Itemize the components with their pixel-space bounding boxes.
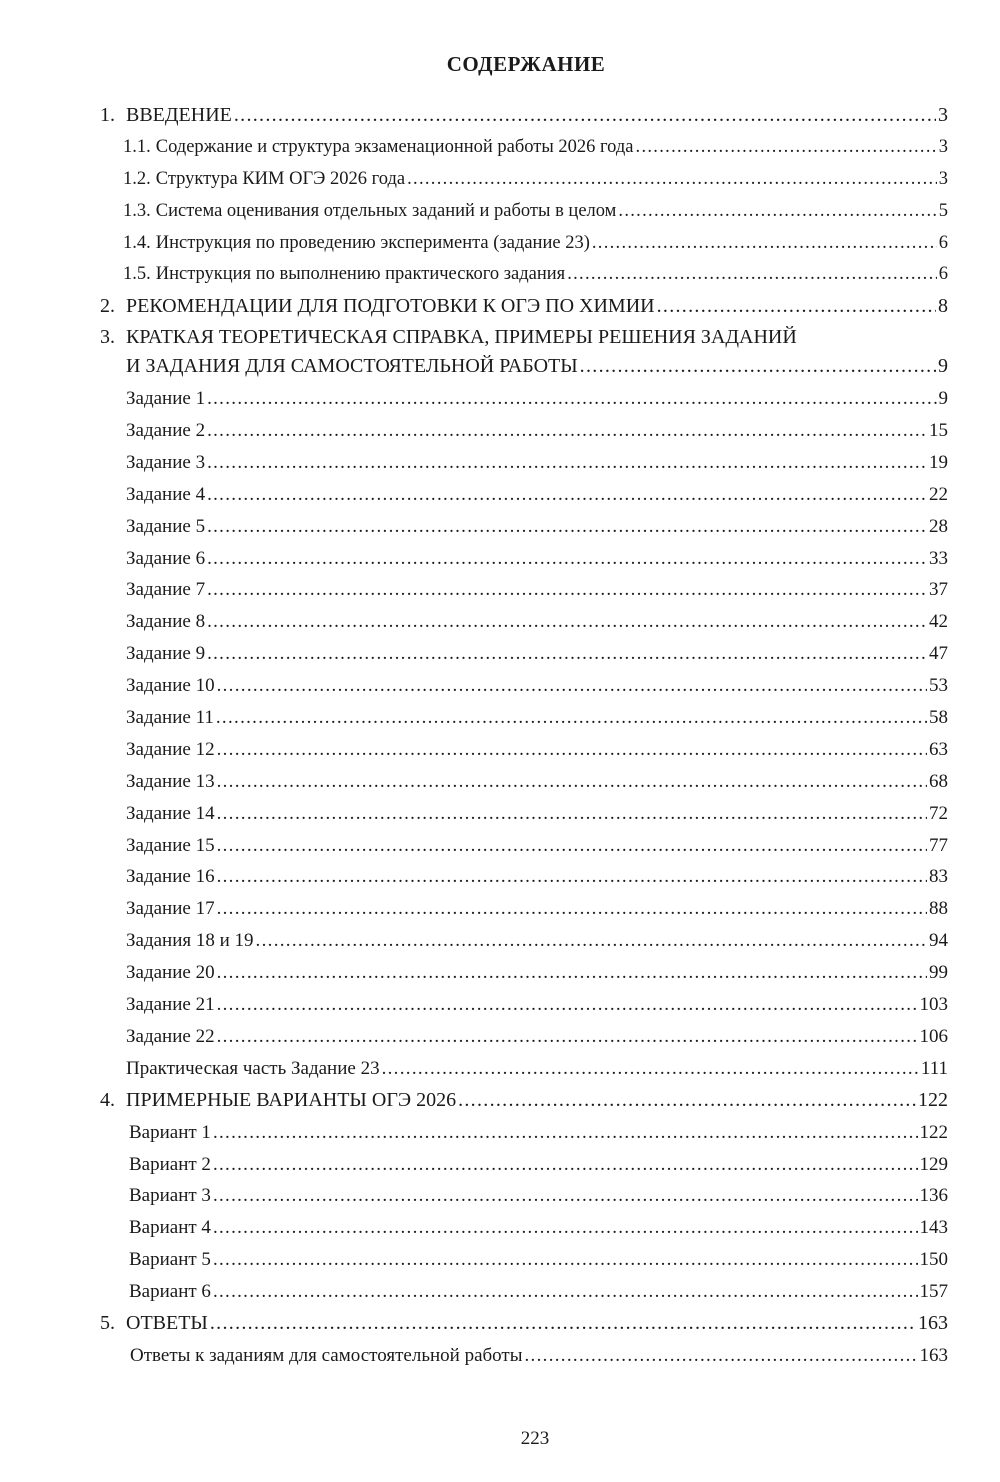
toc-entry-task-3[interactable] [100, 447, 948, 479]
toc-title: Вариант 2 [129, 1153, 211, 1175]
toc-title: Инструкция по проведению эксперимента (задание 23) [155, 232, 590, 253]
toc-entry-1-2[interactable] [100, 164, 948, 196]
toc-entry-task-4[interactable] [100, 479, 948, 511]
toc-title: Задания 18 и 19 [126, 930, 254, 952]
toc-number: 1.5. [123, 264, 151, 285]
toc-title: Задание 21 [126, 994, 215, 1016]
toc-number: 3. [100, 326, 115, 349]
toc-page-number: 8 [938, 295, 948, 318]
toc-entry-task-13[interactable] [100, 766, 948, 798]
toc-entry-task-17[interactable] [100, 893, 948, 925]
toc-page-number: 136 [919, 1185, 948, 1207]
toc-page-number: 83 [929, 866, 948, 888]
toc-title: Задание 12 [126, 738, 215, 760]
toc-title: Задание 5 [126, 515, 206, 537]
toc-title: Задание 11 [126, 707, 214, 729]
dot-leader [217, 861, 927, 893]
toc-page-number: 88 [929, 898, 948, 920]
dot-leader [207, 511, 927, 543]
toc-entry-answers[interactable] [100, 1340, 948, 1372]
toc-entry-section-1[interactable] [100, 100, 948, 132]
dot-leader [657, 291, 936, 323]
toc-page-number: 53 [929, 675, 948, 697]
toc-entry-1-3[interactable] [100, 196, 948, 228]
dot-leader [217, 830, 927, 862]
toc-entry-variant-5[interactable] [100, 1244, 948, 1276]
dot-leader [525, 1340, 918, 1372]
toc-page-number: 163 [919, 1344, 948, 1366]
toc-title: Задание 6 [126, 547, 206, 569]
toc-entry-variant-6[interactable] [100, 1276, 948, 1308]
toc-entry-task-20[interactable] [100, 989, 948, 1021]
toc-entry-task-10[interactable] [100, 670, 948, 702]
dot-leader [213, 1212, 918, 1244]
toc-title: Задание 4 [126, 483, 206, 505]
toc-page-number: 9 [938, 388, 948, 410]
dot-leader [207, 447, 927, 479]
toc-number: 1.4. [123, 232, 151, 253]
toc-page-number: 33 [929, 547, 948, 569]
toc-entry-section-3-line2[interactable] [100, 351, 948, 383]
toc-page-number: 68 [929, 770, 948, 792]
toc-title: Вариант 6 [129, 1281, 211, 1303]
toc-number: 1.3. [123, 200, 151, 221]
dot-leader [234, 100, 936, 132]
page-number: 223 [520, 1428, 550, 1449]
toc-page-number: 42 [929, 611, 948, 633]
toc-entry-variant-2[interactable] [100, 1149, 948, 1181]
toc-entry-task-21[interactable] [100, 1021, 948, 1053]
dot-leader [217, 670, 927, 702]
toc-number: 4. [100, 1088, 115, 1111]
toc-page-number: 28 [929, 515, 948, 537]
toc-title: Задание 7 [126, 579, 206, 601]
tasks-list [100, 383, 948, 1085]
toc-title: Задание 20 [126, 962, 215, 984]
toc-entry-task-22[interactable] [100, 1053, 948, 1085]
toc-page-number: 3 [938, 136, 948, 157]
toc-page-number: 19 [929, 451, 948, 473]
dot-leader [567, 259, 937, 291]
toc-page-number: 122 [919, 1121, 948, 1143]
dot-leader [207, 638, 927, 670]
toc-page-number: 103 [919, 994, 948, 1016]
toc-entry-1-4[interactable] [100, 228, 948, 260]
toc-entry-section-4[interactable] [100, 1085, 948, 1117]
toc-entry-task-9[interactable] [100, 638, 948, 670]
toc-page-number: 63 [929, 738, 948, 760]
dot-leader [217, 798, 927, 830]
dot-leader [216, 702, 927, 734]
toc-title: Задание 3 [126, 451, 206, 473]
toc-title: Вариант 3 [129, 1185, 211, 1207]
toc-title: Задание 9 [126, 643, 206, 665]
dot-leader [217, 734, 927, 766]
toc-entry-section-2[interactable] [100, 291, 948, 323]
toc-title: Ответы к заданиям для самостоятельной работы [130, 1344, 523, 1366]
toc-title: Задание 2 [126, 420, 206, 442]
toc-title: И ЗАДАНИЯ ДЛЯ САМОСТОЯТЕЛЬНОЙ РАБОТЫ [126, 355, 578, 378]
toc-entry-task-16[interactable] [100, 861, 948, 893]
dot-leader [458, 1085, 916, 1117]
toc-title: Вариант 1 [129, 1121, 211, 1143]
toc-page-number: 5 [938, 200, 948, 221]
toc-page-number: 6 [938, 264, 948, 285]
dot-leader [592, 228, 937, 260]
dot-leader [213, 1117, 918, 1149]
dot-leader [618, 196, 936, 228]
toc-number: 1.1. [123, 136, 151, 157]
dot-leader [210, 1308, 916, 1340]
toc-title: Инструкция по выполнению практического задания [155, 264, 566, 285]
dot-leader [207, 543, 927, 575]
toc-entry-variant-4[interactable] [100, 1212, 948, 1244]
toc-entry-task-7[interactable] [100, 574, 948, 606]
dot-leader [217, 1021, 918, 1053]
toc-entry-task-8[interactable] [100, 606, 948, 638]
toc-title: Система оценивания отдельных заданий и работы в целом [155, 200, 617, 221]
dot-leader [207, 383, 936, 415]
dot-leader [217, 989, 918, 1021]
dot-leader [580, 351, 936, 383]
toc-page-number: 99 [929, 962, 948, 984]
toc-entry-task-18[interactable] [100, 925, 948, 957]
toc-entry-task-14[interactable] [100, 798, 948, 830]
dot-leader [207, 479, 927, 511]
toc-title: ОТВЕТЫ [126, 1311, 208, 1334]
toc-page-number: 58 [929, 707, 948, 729]
dot-leader [207, 574, 927, 606]
toc-page-number: 6 [938, 232, 948, 253]
toc-number: 5. [100, 1311, 115, 1334]
table-of-contents [100, 100, 948, 1372]
toc-entry-variant-1[interactable] [100, 1117, 948, 1149]
toc-title: Задание 16 [126, 866, 215, 888]
toc-entry-task-12[interactable] [100, 734, 948, 766]
toc-page-number: 47 [929, 643, 948, 665]
toc-page-number: 37 [929, 579, 948, 601]
dot-leader [407, 164, 937, 196]
toc-title: Вариант 4 [129, 1217, 211, 1239]
toc-number: 2. [100, 295, 115, 318]
toc-page-number: 143 [919, 1217, 948, 1239]
toc-title: Практическая часть Задание 23 [126, 1057, 380, 1079]
toc-number: 1. [100, 104, 115, 126]
toc-entry-task-11[interactable] [100, 702, 948, 734]
toc-title: Задание 17 [126, 898, 215, 920]
toc-number: 1.2. [123, 168, 151, 189]
toc-page-number: 9 [938, 355, 948, 378]
toc-title: Задание 10 [126, 675, 215, 697]
toc-entry-1-1[interactable] [100, 132, 948, 164]
toc-title: Структура КИМ ОГЭ 2026 года [155, 168, 406, 189]
toc-title: КРАТКАЯ ТЕОРЕТИЧЕСКАЯ СПРАВКА, ПРИМЕРЫ РЕШЕНИЯ ЗАДАНИЙ [126, 326, 797, 349]
toc-entry-section-3-line1[interactable] [100, 323, 948, 351]
toc-entry-task-6[interactable] [100, 543, 948, 575]
toc-page-number: 122 [918, 1088, 948, 1111]
toc-entry-task-1[interactable] [100, 383, 948, 415]
toc-title: ПРИМЕРНЫЕ ВАРИАНТЫ ОГЭ 2026 [126, 1088, 457, 1111]
toc-page-number: 3 [938, 168, 948, 189]
toc-title: Задание 1 [126, 388, 206, 410]
toc-page-number: 150 [919, 1249, 948, 1271]
toc-entry-variant-3[interactable] [100, 1180, 948, 1212]
toc-title: ВВЕДЕНИЕ [126, 104, 232, 126]
dot-leader [217, 893, 927, 925]
toc-title: РЕКОМЕНДАЦИИ ДЛЯ ПОДГОТОВКИ К ОГЭ ПО ХИМИИ [126, 295, 655, 318]
dot-leader [382, 1053, 919, 1085]
toc-title: Задание 13 [126, 770, 215, 792]
toc-page-number: 111 [920, 1057, 948, 1079]
dot-leader [213, 1276, 918, 1308]
toc-entry-1-5[interactable] [100, 259, 948, 291]
dot-leader [636, 132, 937, 164]
toc-title: Вариант 5 [129, 1249, 211, 1271]
toc-page-number: 157 [919, 1281, 948, 1303]
toc-page-number: 106 [919, 1025, 948, 1047]
toc-title: Задание 15 [126, 834, 215, 856]
toc-page-number: 3 [938, 104, 948, 126]
dot-leader [217, 957, 927, 989]
dot-leader [213, 1149, 918, 1181]
toc-entry-task-2[interactable] [100, 415, 948, 447]
toc-title: Задание 8 [126, 611, 206, 633]
variants-list [100, 1117, 948, 1308]
dot-leader [213, 1244, 918, 1276]
toc-page-number: 129 [919, 1153, 948, 1175]
page-title: СОДЕРЖАНИЕ [446, 52, 606, 76]
toc-page-number: 22 [929, 483, 948, 505]
toc-entry-section-5[interactable] [100, 1308, 948, 1340]
toc-page-number: 77 [929, 834, 948, 856]
toc-page-number: 163 [918, 1311, 948, 1334]
toc-entry-task-19[interactable] [100, 957, 948, 989]
dot-leader [256, 925, 927, 957]
dot-leader [207, 415, 927, 447]
toc-page-number: 94 [929, 930, 948, 952]
toc-entry-task-15[interactable] [100, 830, 948, 862]
toc-title: Задание 14 [126, 802, 215, 824]
toc-page-number: 15 [929, 420, 948, 442]
toc-title: Задание 22 [126, 1025, 215, 1047]
toc-page-number: 72 [929, 802, 948, 824]
dot-leader [207, 606, 927, 638]
dot-leader [217, 766, 927, 798]
toc-title: Содержание и структура экзаменационной работы 2026 года [155, 136, 634, 157]
dot-leader [213, 1180, 918, 1212]
toc-entry-task-5[interactable] [100, 511, 948, 543]
